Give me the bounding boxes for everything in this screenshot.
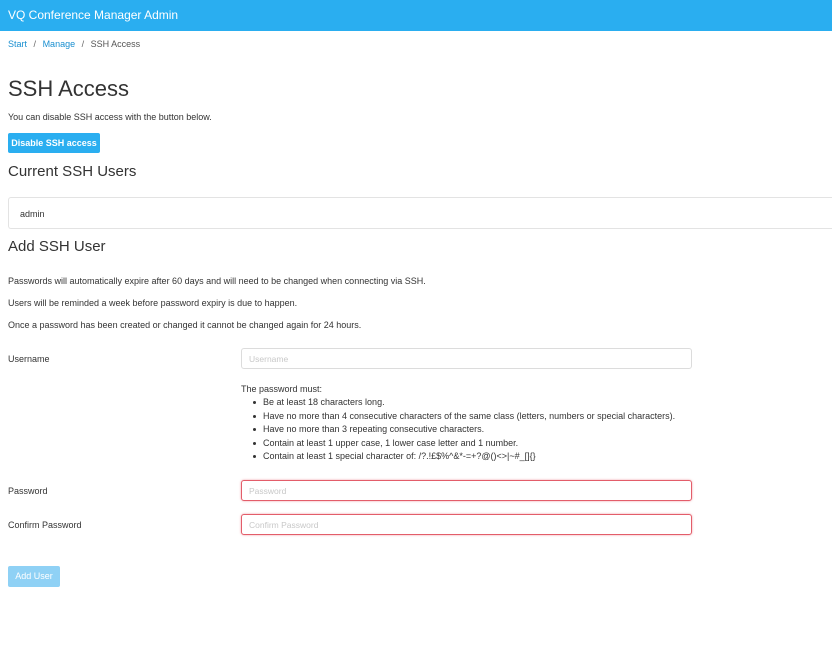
breadcrumb-separator: / [33,39,37,49]
change-limit-note: Once a password has been created or changed it cannot be changed again for 24 hours. [8,320,362,330]
page-title: SSH Access [8,76,130,101]
password-rules-title: The password must: [241,384,323,394]
add-user-heading: Add SSH User [8,238,106,255]
intro-text: You can disable SSH access with the button below. [8,112,212,122]
list-item: Contain at least 1 upper case, 1 lower case letter and 1 number. [241,437,675,451]
breadcrumb-manage-link[interactable]: Manage [42,39,76,49]
username-input[interactable] [241,348,692,369]
add-user-button[interactable]: Add User [8,566,60,587]
ssh-user-list [8,197,832,229]
reminder-note: Users will be reminded a week before password expiry is due to happen. [8,298,298,308]
top-navbar [0,0,832,31]
breadcrumb-separator: / [81,39,85,49]
password-label: Password [8,486,48,496]
list-item: Contain at least 1 special character of: /?.!£$%^&*-=+?@()<>|~#_[]{} [241,450,675,464]
expiry-note: Passwords will automatically expire after 60 days and will need to be changed when connecting via SSH. [8,276,426,286]
confirm-password-input[interactable] [241,514,692,535]
app-title[interactable]: VQ Conference Manager Admin [8,8,179,22]
username-label: Username [8,354,50,364]
password-input[interactable] [241,480,692,501]
list-item: Have no more than 3 repeating consecutive characters. [241,423,675,437]
current-users-heading: Current SSH Users [8,163,137,180]
disable-ssh-button[interactable]: Disable SSH access [8,133,100,153]
breadcrumb [8,38,140,50]
breadcrumb-start-link[interactable]: Start [8,39,28,49]
list-item: Have no more than 4 consecutive characters of the same class (letters, numbers or special characters). [241,410,675,424]
breadcrumb-current: SSH Access [90,39,141,49]
password-rules [241,383,675,464]
confirm-password-label: Confirm Password [8,520,82,530]
list-item: Be at least 18 characters long. [241,396,675,410]
password-rules-list [241,396,675,464]
list-item: admin [20,209,45,219]
